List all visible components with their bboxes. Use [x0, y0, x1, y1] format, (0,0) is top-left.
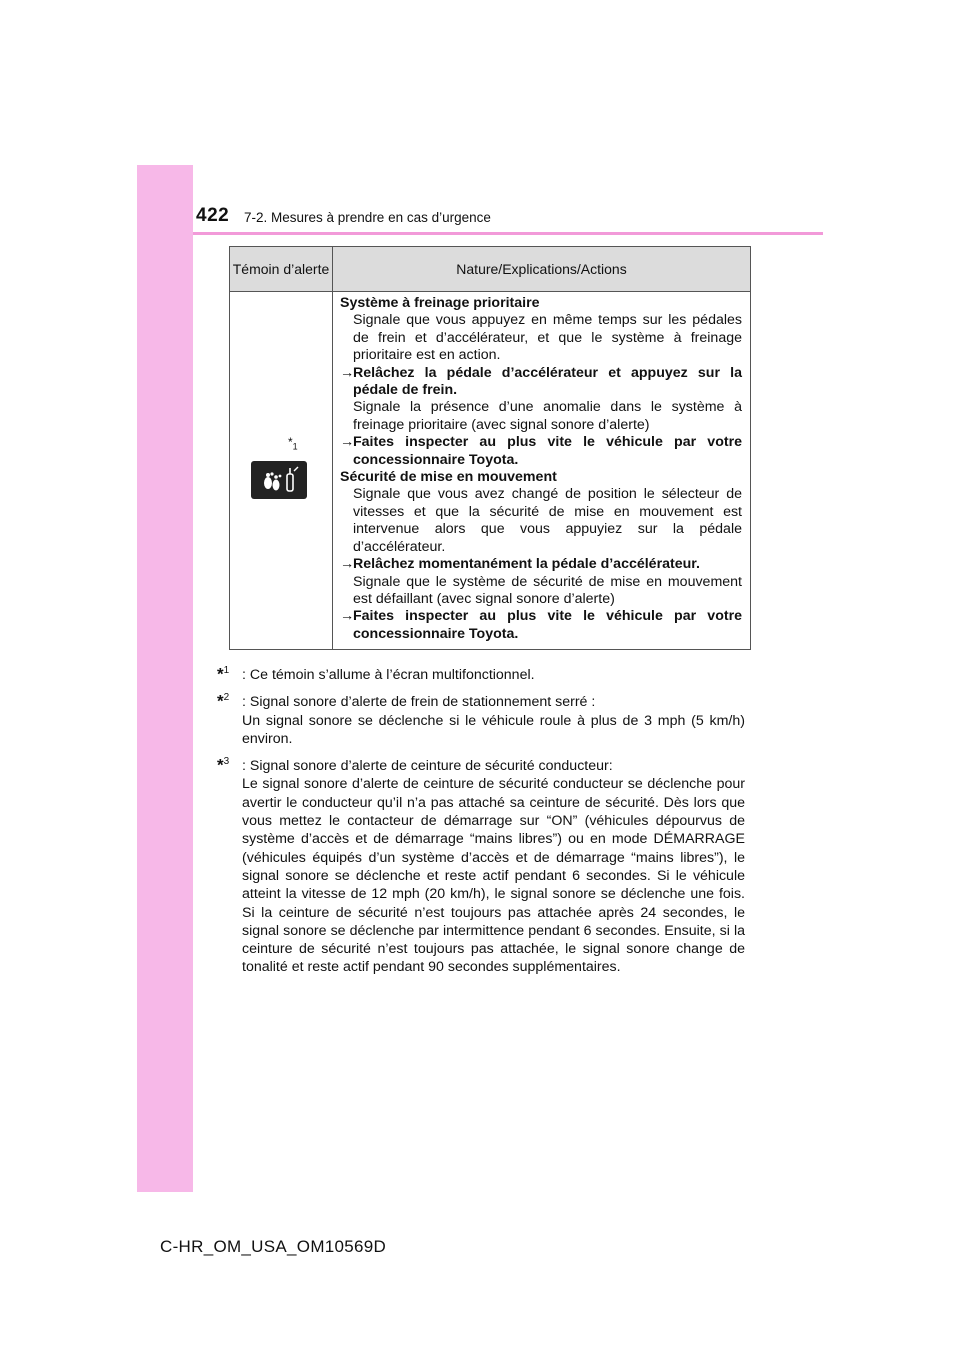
footnote — [217, 693, 745, 748]
arrow-icon: → — [340, 608, 355, 625]
table-row — [230, 292, 751, 650]
explanation-text: Signale que vous avez changé de position le sélecteur de vitesses et que la sécurité de mise en mouvement est intervenue alors que vous appuyiez sur la pédale d’accélérateur. — [353, 486, 742, 555]
icon-footnote-ref — [288, 434, 298, 456]
action-text: Relâchez la pédale d’accélérateur et appuyez sur la pédale de frein. — [353, 364, 742, 399]
footnote-star: * — [217, 755, 224, 775]
section-heading: Système à freinage prioritaire — [340, 295, 540, 311]
footnote-star: * — [217, 691, 224, 711]
action-item — [340, 434, 742, 469]
footnote-number: 1 — [223, 665, 230, 676]
col-header-indicator: Témoin d’alerte — [230, 247, 333, 292]
page-number: 422 — [196, 205, 230, 226]
footnote-lead-text: Signal sonore d’alerte de ceinture de sécurité conducteur: — [249, 758, 613, 775]
explanation-text: Signale que vous appuyez en même temps sur les pédales de frein et d’accélérateur, et que le système à freinage prioritaire est en action. — [353, 312, 742, 364]
footnote-mark — [217, 753, 229, 775]
footnote — [217, 757, 745, 977]
action-item — [340, 556, 742, 573]
footnote-number: 2 — [223, 692, 230, 704]
action-item — [340, 608, 742, 643]
action-text: Faites inspecter au plus vite le véhicule par votre concessionnaire Toyota. — [353, 608, 742, 642]
action-item — [340, 365, 742, 400]
footnote-number: 3 — [223, 756, 230, 768]
section-heading: Sécurité de mise en mouvement — [340, 469, 557, 486]
sidebar-band — [137, 165, 193, 1192]
brake-override-warning-icon — [251, 461, 307, 499]
footnote-lead: : Signal sonore d’alerte de ceinture de sécurité conducteur: — [242, 758, 613, 775]
footnote-mark — [217, 662, 229, 684]
footnote-mark — [217, 689, 229, 711]
arrow-icon: → — [340, 434, 355, 451]
footer-doc-code: C-HR_OM_USA_OM10569D — [160, 1237, 387, 1256]
footnote-lead: : Signal sonore d’alerte de frein de stationnement serré : — [242, 694, 596, 711]
footnote-body: Le signal sonore d’alerte de ceinture de sécurité conducteur se déclenche pour avertir le conducteur qu’il n’a pas attaché sa ceinture de sécurité. Dès lors que vous mettez le contacteur de démarrage sur “ON” (véhicules dépourvus de système d’accès et de démarrage “mains libres”) ou en mode DÉMARRAGE (véhicules équipés d’un système d’accès et de démarrage “mains libres”), le signal sonore se déclenche et reste actif pendant 6 secondes. Si le véhicule atteint la vitesse de 12 mph (20 km/h), le signal sonore se déclenche une fois. Si la ceinture de sécurité n’est toujours pas attachée après 24 secondes, le signal sonore se déclenche par intermittence pendant 6 secondes. Ensuite, si la ceinture de sécurité n’est toujours pas attachée, le signal sonore change de tonalité et reste actif pendant 90 secondes supplémentaires. — [242, 776, 745, 976]
explanation-cell — [333, 292, 751, 650]
arrow-icon: → — [340, 364, 355, 381]
footnote-lead-text: Signal sonore d’alerte de frein de stationnement serré : — [249, 694, 596, 711]
header-rule — [193, 232, 823, 235]
action-text: Faites inspecter au plus vite le véhicule par votre concessionnaire Toyota. — [353, 434, 742, 468]
col-header-explanation: Nature/Explications/Actions — [333, 247, 751, 292]
footnote-lead-text: Ce témoin s’allume à l’écran multifonctionnel. — [249, 667, 535, 683]
explanation-text: Signale la présence d’une anomalie dans le système à freinage prioritaire (avec signal sonore d’alerte) — [353, 399, 742, 433]
footnote-lead: : Ce témoin s’allume à l’écran multifonctionnel. — [242, 667, 535, 683]
footnote-body: Un signal sonore se déclenche si le véhicule roule à plus de 3 mph (5 km/h) environ. — [242, 712, 745, 747]
section-title: 7-2. Mesures à prendre en cas d’urgence — [244, 210, 491, 225]
icon-ref-mark: * — [288, 435, 293, 449]
table-header-row — [230, 247, 751, 292]
arrow-icon: → — [340, 556, 355, 573]
footnote-star: * — [217, 664, 224, 684]
warning-table — [229, 246, 751, 650]
footnotes — [217, 666, 745, 986]
explanation-text: Signale que le système de sécurité de mise en mouvement est défaillant (avec signal sonore d’alerte) — [353, 573, 742, 607]
footnote — [217, 666, 745, 684]
icon-ref-num: 1 — [292, 441, 298, 452]
indicator-cell — [230, 292, 333, 650]
action-text: Relâchez momentanément la pédale d’accélérateur. — [353, 556, 700, 573]
